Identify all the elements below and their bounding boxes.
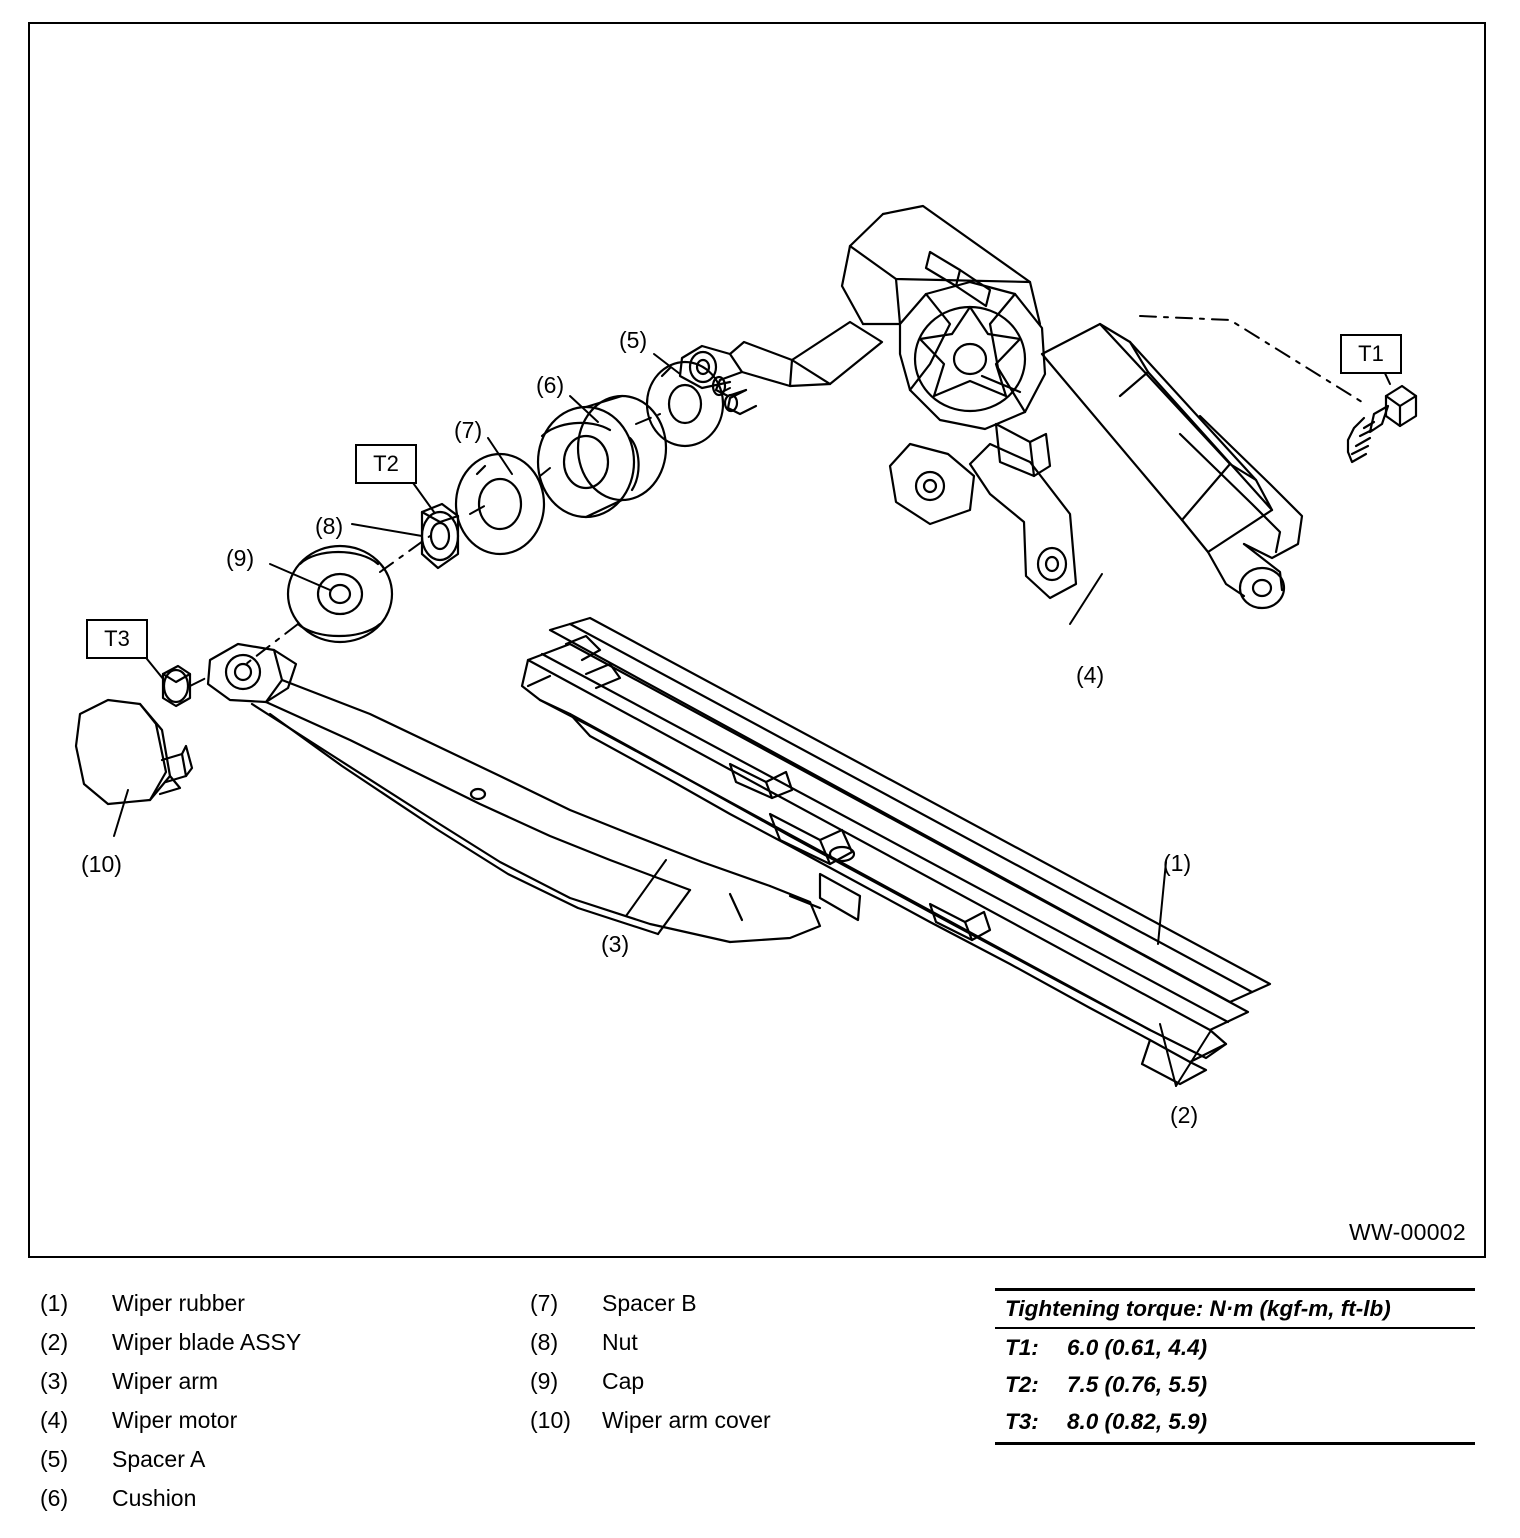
legend-label: Spacer A — [112, 1446, 206, 1472]
table-bottom-rule — [995, 1442, 1475, 1445]
tightening-torque-table — [995, 1288, 1475, 1445]
legend-label: Wiper motor — [112, 1407, 238, 1433]
legend-column-2 — [530, 1290, 771, 1446]
legend-number: (8) — [530, 1329, 559, 1355]
part-label-10: (10) — [81, 851, 122, 877]
legend-label: Wiper arm — [112, 1368, 219, 1394]
legend-number: (6) — [40, 1485, 69, 1511]
nut-graphic — [422, 504, 458, 568]
part-label-8: (8) — [315, 513, 344, 539]
torque-value: 6.0 (0.61, 4.4) — [1067, 1335, 1208, 1360]
wiper-arm-graphic — [208, 644, 820, 942]
list-item — [40, 1329, 301, 1368]
legend-number: (10) — [530, 1407, 571, 1433]
part-label-7: (7) — [454, 417, 483, 443]
table-row — [995, 1366, 1475, 1403]
list-item — [530, 1368, 771, 1407]
torque-table-title: Tightening torque: N·m (kgf-m, ft-lb) — [995, 1288, 1475, 1329]
legend-number: (1) — [40, 1290, 69, 1316]
torque-value: 7.5 (0.76, 5.5) — [1067, 1372, 1208, 1397]
legend-number: (3) — [40, 1368, 69, 1394]
callout-t3: T3 — [86, 619, 148, 659]
legend-label: Cap — [602, 1368, 645, 1394]
part-label-9: (9) — [226, 545, 255, 571]
legend-number: (7) — [530, 1290, 559, 1316]
table-row — [995, 1329, 1475, 1366]
list-item — [530, 1407, 771, 1446]
legend-label: Wiper rubber — [112, 1290, 245, 1316]
list-item — [40, 1368, 301, 1407]
legend-label: Wiper arm cover — [602, 1407, 771, 1433]
part-label-5: (5) — [619, 327, 648, 353]
bolt-t1-graphic — [1348, 386, 1416, 462]
list-item — [40, 1485, 301, 1524]
spacer-b-graphic — [456, 454, 544, 554]
figure-code: WW-00002 — [1348, 1219, 1466, 1245]
spacer-a-graphic — [647, 362, 723, 446]
part-label-1: (1) — [1163, 850, 1192, 876]
list-item — [40, 1407, 301, 1446]
list-item — [40, 1290, 301, 1329]
cap-graphic — [288, 546, 392, 642]
callout-t1: T1 — [1340, 334, 1402, 374]
legend-column-1 — [40, 1290, 301, 1524]
part-label-4: (4) — [1076, 662, 1105, 688]
list-item — [530, 1329, 771, 1368]
torque-key: T1: — [1005, 1335, 1039, 1360]
legend-number: (9) — [530, 1368, 559, 1394]
torque-key: T3: — [1005, 1409, 1039, 1434]
part-label-3: (3) — [601, 931, 630, 957]
list-item — [40, 1446, 301, 1485]
legend-number: (2) — [40, 1329, 69, 1355]
legend-label: Wiper blade ASSY — [112, 1329, 302, 1355]
table-row — [995, 1403, 1475, 1440]
torque-value: 8.0 (0.82, 5.9) — [1067, 1409, 1208, 1434]
nut-t3-graphic — [163, 666, 190, 706]
torque-key: T2: — [1005, 1372, 1039, 1397]
exploded-view-illustration — [30, 24, 1484, 1256]
figure-frame — [28, 22, 1486, 1258]
legend-number: (5) — [40, 1446, 69, 1472]
list-item — [530, 1290, 771, 1329]
legend-label: Spacer B — [602, 1290, 697, 1316]
part-label-2: (2) — [1170, 1102, 1199, 1128]
legend-label: Cushion — [112, 1485, 197, 1511]
legend-number: (4) — [40, 1407, 69, 1433]
part-label-6: (6) — [536, 372, 565, 398]
cushion-graphic — [538, 396, 666, 517]
callout-t2: T2 — [355, 444, 417, 484]
wiper-blade-graphic — [522, 618, 1270, 1084]
wiper-arm-cover-graphic — [76, 700, 192, 804]
legend-label: Nut — [602, 1329, 638, 1355]
wiper-motor-graphic — [680, 206, 1302, 608]
